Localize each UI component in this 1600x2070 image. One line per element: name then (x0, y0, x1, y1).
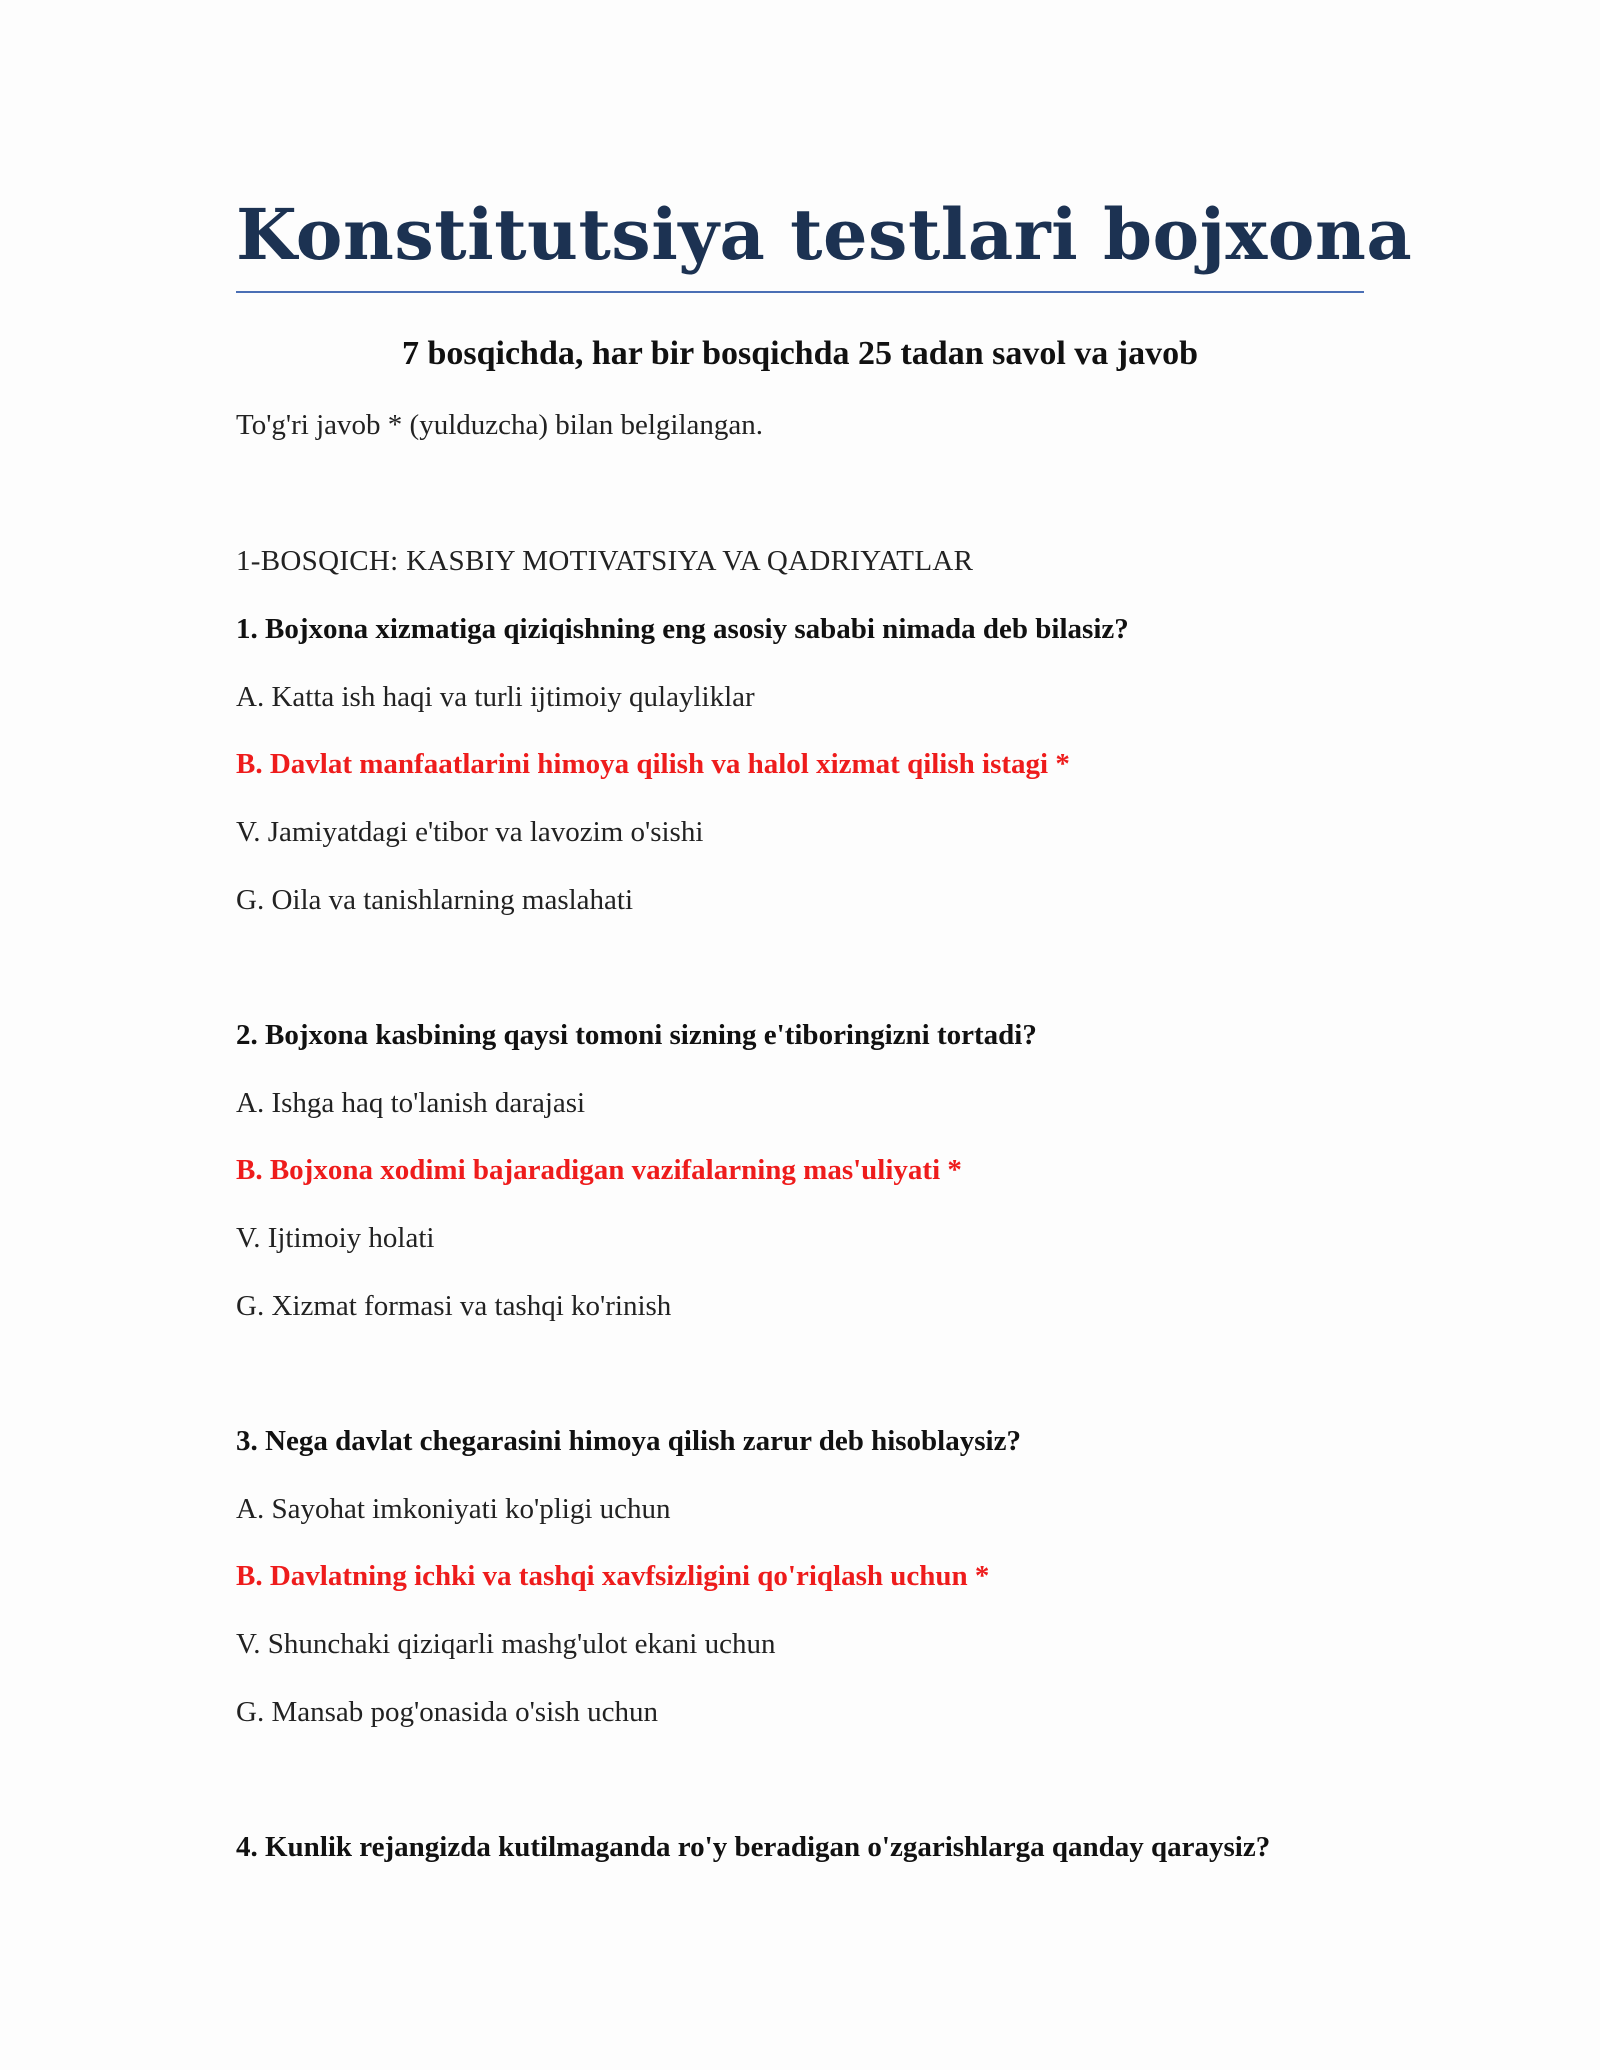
legend-note: To'g'ri javob * (yulduzcha) bilan belgilangan. (236, 409, 764, 441)
answer-1g: G. Oila va tanishlarning maslahati (236, 884, 634, 916)
question-2: 2. Bojxona kasbining qaysi tomoni sizning e'tiboringizni tortadi? (236, 1019, 1037, 1051)
question-3: 3. Nega davlat chegarasini himoya qilish zarur deb hisoblaysiz? (236, 1425, 1021, 1457)
document-subtitle: 7 bosqichda, har bir bosqichda 25 tadan savol va javob (401, 335, 1199, 372)
title-underline (236, 291, 1364, 293)
answer-2b-correct: B. Bojxona xodimi bajaradigan vazifalarning mas'uliyati * (236, 1154, 962, 1186)
answer-2g: G. Xizmat formasi va tashqi ko'rinish (236, 1290, 672, 1322)
answer-3g: G. Mansab pog'onasida o'sish uchun (236, 1696, 659, 1728)
answer-2v: V. Ijtimoiy holati (236, 1222, 435, 1254)
answer-1v: V. Jamiyatdagi e'tibor va lavozim o'sishi (236, 816, 704, 848)
question-4: 4. Kunlik rejangizda kutilmaganda ro'y beradigan o'zgarishlarga qanday qaraysiz? (236, 1831, 1271, 1863)
document-title: Konstitutsiya testlari bojxona (236, 193, 1413, 276)
answer-3v: V. Shunchaki qiziqarli mashg'ulot ekani uchun (236, 1628, 776, 1660)
answer-1a: A. Katta ish haqi va turli ijtimoiy qulayliklar (236, 681, 755, 713)
question-1: 1. Bojxona xizmatiga qiziqishning eng asosiy sababi nimada deb bilasiz? (236, 613, 1129, 645)
answer-2a: A. Ishga haq to'lanish darajasi (236, 1087, 586, 1119)
answer-3a: A. Sayohat imkoniyati ko'pligi uchun (236, 1493, 671, 1525)
answer-3b-correct: B. Davlatning ichki va tashqi xavfsizligini qo'riqlash uchun * (236, 1560, 990, 1592)
stage-heading: 1-BOSQICH: KASBIY MOTIVATSIYA VA QADRIYATLAR (236, 545, 974, 577)
answer-1b-correct: B. Davlat manfaatlarini himoya qilish va halol xizmat qilish istagi * (236, 748, 1070, 780)
